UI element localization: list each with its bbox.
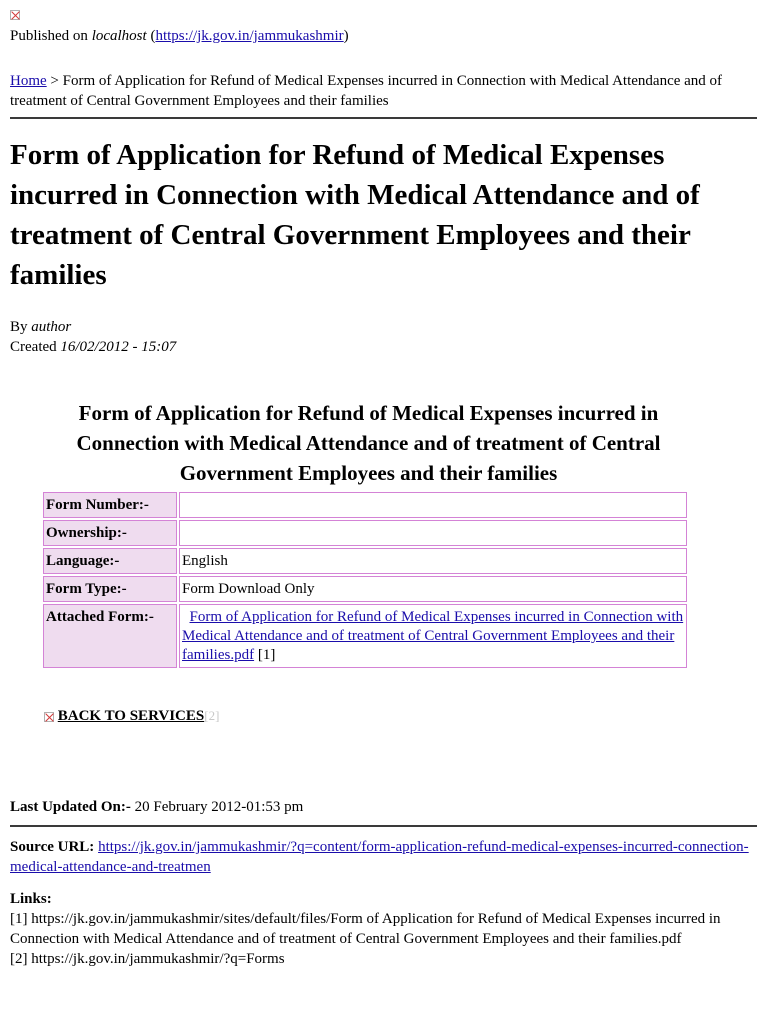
footer-divider bbox=[10, 825, 757, 827]
list-item: [1] https://jk.gov.in/jammukashmir/sites/default/files/Form of Application for Refund of Medical Expenses incurred in Connection with Medical Attendance and of treatment of Central Government Employees and their families.pdf bbox=[10, 911, 721, 947]
back-to-services bbox=[44, 706, 757, 726]
page bbox=[10, 6, 757, 969]
published-line bbox=[10, 27, 757, 45]
author-name: author bbox=[31, 319, 72, 335]
form-details-table bbox=[41, 490, 689, 670]
table-row bbox=[43, 548, 687, 574]
last-updated-label: Last Updated On:- bbox=[10, 799, 131, 815]
source-url-link[interactable]: https://jk.gov.in/jammukashmir/?q=content/form-application-refund-medical-expenses-incurred-connection-medical-attendance-and-treatmen bbox=[10, 839, 749, 875]
breadcrumb-home-link[interactable]: Home bbox=[10, 73, 47, 89]
broken-image-icon bbox=[10, 10, 20, 20]
breadcrumb bbox=[10, 71, 757, 111]
ownership-value bbox=[179, 520, 687, 546]
close-paren: ) bbox=[343, 28, 349, 44]
source-label: Source URL: bbox=[10, 839, 95, 855]
created-line bbox=[10, 337, 757, 357]
table-row bbox=[43, 520, 687, 546]
last-updated bbox=[10, 797, 757, 817]
links-section bbox=[10, 889, 757, 969]
by-label: By bbox=[10, 319, 28, 335]
open-paren: ( bbox=[150, 28, 156, 44]
attached-form-value bbox=[179, 604, 687, 668]
language-label: Language:- bbox=[43, 548, 177, 574]
created-value: 16/02/2012 - 15:07 bbox=[60, 339, 177, 355]
author-line bbox=[10, 317, 757, 337]
back-ref: [2] bbox=[204, 708, 220, 723]
table-row bbox=[43, 604, 687, 668]
last-updated-value: 20 February 2012-01:53 pm bbox=[134, 799, 304, 815]
form-type-label: Form Type:- bbox=[43, 576, 177, 602]
article-meta bbox=[10, 317, 757, 357]
header-image bbox=[10, 6, 757, 23]
site-url-link[interactable]: https://jk.gov.in/jammukashmir bbox=[155, 28, 344, 44]
attached-form-link[interactable]: Form of Application for Refund of Medical Expenses incurred in Connection with Medical Attendance and of treatment of Central Government Employees and their families.pdf bbox=[182, 609, 684, 663]
published-prefix: Published on bbox=[10, 28, 88, 44]
form-number-label: Form Number:- bbox=[43, 492, 177, 518]
language-value: English bbox=[179, 548, 687, 574]
page-title: Form of Application for Refund of Medical Expenses incurred in Connection with Medical Attendance and of treatment of Central Government Employees and their families bbox=[10, 139, 700, 291]
list-item: [2] https://jk.gov.in/jammukashmir/?q=Forms bbox=[10, 951, 285, 967]
breadcrumb-separator: > bbox=[50, 73, 59, 89]
header-divider bbox=[10, 117, 757, 119]
attached-form-label: Attached Form:- bbox=[43, 604, 177, 668]
table-row bbox=[43, 492, 687, 518]
ownership-label: Ownership:- bbox=[43, 520, 177, 546]
created-label: Created bbox=[10, 339, 57, 355]
attached-form-ref: [1] bbox=[257, 647, 276, 663]
breadcrumb-current: Form of Application for Refund of Medical Expenses incurred in Connection with Medical Attendance and of treatment of Central Government Employees and their families bbox=[10, 73, 723, 109]
table-row bbox=[43, 576, 687, 602]
form-type-value: Form Download Only bbox=[179, 576, 687, 602]
links-label: Links: bbox=[10, 891, 52, 907]
broken-image-icon bbox=[44, 712, 54, 722]
form-number-value bbox=[179, 492, 687, 518]
back-to-services-link[interactable]: BACK TO SERVICES bbox=[57, 708, 205, 724]
source-url bbox=[10, 837, 757, 877]
site-name: localhost bbox=[91, 28, 147, 44]
form-heading: Form of Application for Refund of Medical Expenses incurred in Connection with Medical Attendance and of treatment of Central Government Employees and their families bbox=[76, 401, 661, 485]
